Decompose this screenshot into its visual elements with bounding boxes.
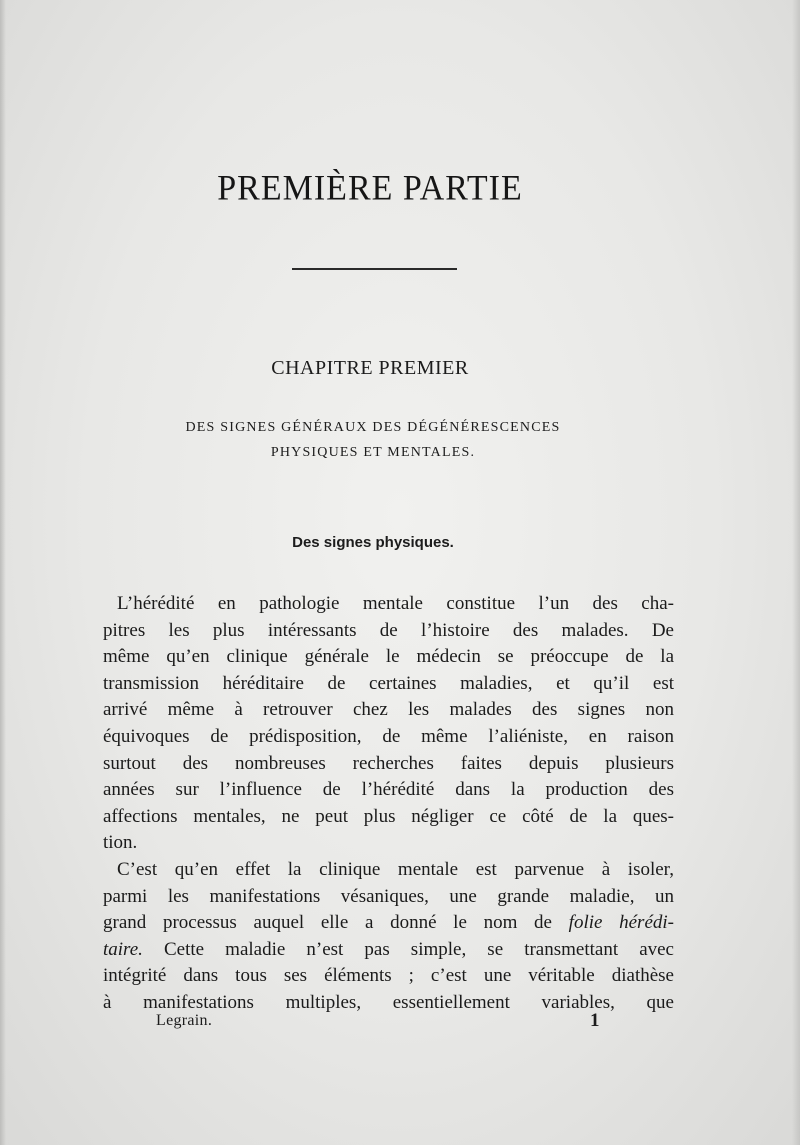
page-number: 1 xyxy=(590,1010,600,1031)
footer-signature: Legrain. xyxy=(156,1012,213,1029)
body-line xyxy=(103,910,674,937)
page-edge-right xyxy=(792,0,800,1145)
chapter-subtitle-line-2: PHYSIQUES ET MENTALES. xyxy=(270,445,476,460)
title-rule xyxy=(292,268,457,270)
body-line xyxy=(103,937,674,964)
chapter-subtitle xyxy=(0,415,746,465)
italic-term: taire. xyxy=(103,938,143,960)
body-line: L’hérédité en pathologie mentale constitue l’un des cha- xyxy=(117,593,674,614)
body-line: tion. xyxy=(103,832,138,854)
body-line: équivoques de prédisposition, de même l’aliéniste, en raison xyxy=(103,725,674,747)
part-title: PREMIÈRE PARTIE xyxy=(217,169,523,208)
body-line: années sur l’influence de l’hérédité dans la production des xyxy=(103,779,674,801)
chapter-subtitle-line-1: DES SIGNES GÉNÉRAUX DES DÉGÉNÉRESCENCES xyxy=(185,420,561,435)
body-text-fragment: grand processus auquel elle a donné le nom de xyxy=(103,912,569,934)
body-line: C’est qu’en effet la clinique mentale est parvenue à isoler, xyxy=(117,858,674,880)
body-line: transmission héréditaire de certaines maladies, et qu’il est xyxy=(103,672,674,694)
body-line: intégrité dans tous ses éléments ; c’est une véritable diathèse xyxy=(103,965,674,987)
body-line: surtout des nombreuses recherches faites depuis plusieurs xyxy=(103,752,674,774)
body-line: à manifestations multiples, essentiellement variables, que xyxy=(103,991,674,1013)
body-line: même qu’en clinique générale le médecin se préoccupe de la xyxy=(103,646,674,668)
italic-term: folie hérédi- xyxy=(568,912,674,934)
chapter-title: CHAPITRE PREMIER xyxy=(271,357,469,379)
body-line: arrivé même à retrouver chez les malades des signes non xyxy=(103,699,674,721)
body-line: parmi les manifestations vésaniques, une grande maladie, un xyxy=(103,885,674,907)
section-title: Des signes physiques. xyxy=(292,534,454,551)
body-line: affections mentales, ne peut plus négliger ce côté de la ques- xyxy=(103,805,674,827)
body-text xyxy=(103,591,674,1017)
body-line: pitres les plus intéressants de l’histoire des malades. De xyxy=(103,619,674,641)
body-text-fragment: Cette maladie n’est pas simple, se transmettant avec xyxy=(142,938,674,960)
